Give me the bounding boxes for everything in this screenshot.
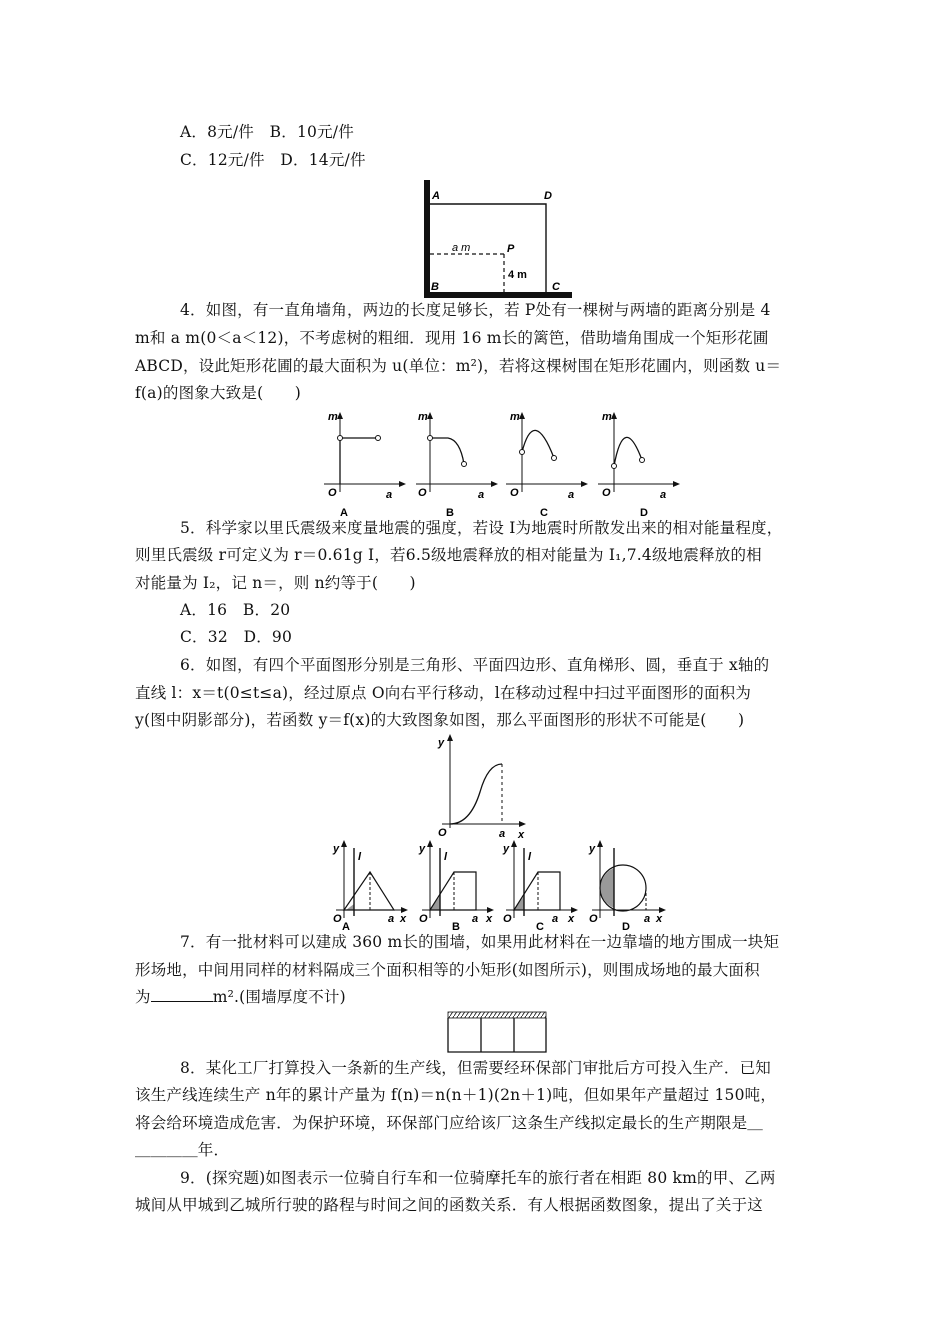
- svg-text:y: y: [503, 843, 510, 855]
- label-a-m: a m: [452, 242, 471, 254]
- label-D: D: [544, 190, 552, 202]
- svg-text:D: D: [640, 507, 648, 519]
- q8-line2: 该生产线连续生产 n年的累计产量为 f(n)＝n(n＋1)(2n＋1)吨，但如果年产量超过 150吨，: [135, 1086, 777, 1104]
- svg-text:l: l: [528, 851, 532, 863]
- fence-rect: [430, 204, 546, 292]
- q6-shape-triangle: [330, 838, 410, 938]
- svg-text:O: O: [418, 487, 427, 499]
- q7-line3-suffix: m².(围墙厚度不计): [212, 988, 346, 1006]
- q6-main-graph: [420, 732, 530, 842]
- label-A: A: [432, 190, 440, 202]
- svg-text:B: B: [452, 921, 460, 933]
- svg-text:a: a: [499, 828, 506, 840]
- svg-text:m: m: [510, 411, 520, 423]
- q3-options-row2: C．12元/件 D．14元/件: [180, 151, 366, 169]
- svg-text:a: a: [644, 913, 651, 925]
- svg-text:x: x: [656, 913, 663, 925]
- q6-line1: 6．如图，有四个平面图形分别是三角形、平面四边形、直角梯形、圆，垂直于 x轴的: [180, 656, 770, 674]
- svg-text:y: y: [438, 737, 445, 749]
- svg-text:O: O: [602, 487, 611, 499]
- q7-line2: 形场地，中间用同样的材料隔成三个面积相等的小矩形(如图所示)，则围成场地的最大面积: [135, 961, 760, 979]
- q9-line1: 9．(探究题)如图表示一位骑自行车和一位骑摩托车的旅行者在相距 80 km的甲、乙两: [180, 1169, 776, 1187]
- q7-line3: [135, 987, 346, 1007]
- svg-text:a: a: [472, 913, 479, 925]
- q9-line2: 城间从甲城到乙城所行驶的路程与时间之间的函数关系．有人根据函数图象，提出了关于这: [135, 1196, 764, 1214]
- q4-graph-a: [320, 408, 410, 518]
- svg-text:a: a: [552, 913, 559, 925]
- q7-line3-prefix: 为: [135, 988, 151, 1006]
- q8-line3: 将会给环境造成危害．为保护环境，环保部门应给该厂这条生产线拟定最长的生产期限是＿: [135, 1114, 764, 1132]
- svg-text:m: m: [602, 411, 612, 423]
- q7-line1: 7．有一批材料可以建成 360 m长的围墙，如果用此材料在一边靠墙的地方围成一块矩: [180, 933, 780, 951]
- q5-line2: 则里氏震级 r可定义为 r＝0.61g I，若6.5级地震释放的相对能量为 I₁,7.4级地震释放的相: [135, 546, 762, 564]
- label-B: B: [431, 281, 439, 293]
- q8-line1: 8．某化工厂打算投入一条新的生产线，但需要经环保部门审批后方可投入生产．已知: [180, 1059, 771, 1077]
- garden-figure: [418, 178, 578, 303]
- svg-text:O: O: [328, 487, 337, 499]
- svg-text:a: a: [568, 489, 575, 501]
- svg-text:l: l: [358, 851, 362, 863]
- label-C: C: [552, 281, 560, 293]
- svg-text:O: O: [333, 913, 342, 925]
- q6-line3: y(图中阴影部分)，若函数 y＝f(x)的大致图象如图，那么平面图形的形状不可能是( ): [135, 711, 745, 729]
- svg-text:y: y: [589, 843, 596, 855]
- q4-graph-c: [502, 408, 592, 518]
- svg-text:x: x: [486, 913, 493, 925]
- svg-text:A: A: [342, 921, 350, 933]
- fence-figure: [446, 1010, 548, 1056]
- svg-text:O: O: [419, 913, 428, 925]
- q4-line2: m和 a m(0＜a＜12)，不考虑树的粗细．现用 16 m长的篱笆，借助墙角围成一个矩形花圃: [135, 329, 769, 347]
- svg-text:a: a: [388, 913, 395, 925]
- q6-line2: 直线 l：x＝t(0≤t≤a)，经过原点 O向右平行移动，l在移动过程中扫过平面图形的面积为: [135, 684, 752, 702]
- wall-vertical: [424, 180, 430, 298]
- answer-blank[interactable]: [151, 987, 213, 1002]
- q4-graph-d: [594, 408, 684, 518]
- svg-text:O: O: [503, 913, 512, 925]
- q5-options-row1: A．16 B．20: [180, 601, 291, 619]
- q4-line4: f(a)的图象大致是( ): [135, 384, 301, 402]
- svg-text:l: l: [444, 851, 448, 863]
- q6-shape-trapezoid: [500, 838, 580, 938]
- q4-line3: ABCD，设此矩形花圃的最大面积为 u(单位：m²)，若将这棵树围在矩形花圃内，则函数 u＝: [135, 357, 782, 375]
- svg-text:a: a: [478, 489, 485, 501]
- svg-text:O: O: [589, 913, 598, 925]
- q4-line1: 4．如图，有一直角墙角，两边的长度足够长，若 P处有一棵树与两墙的距离分别是 4: [180, 301, 771, 319]
- q8-line4: ＿＿＿＿年．: [135, 1141, 230, 1159]
- label-P: P: [507, 243, 515, 255]
- svg-text:x: x: [568, 913, 575, 925]
- q5-line1: 5．科学家以里氏震级来度量地震的强度，若设 I为地震时所散发出来的相对能量程度，: [180, 519, 783, 537]
- svg-text:O: O: [510, 487, 519, 499]
- svg-text:C: C: [536, 921, 544, 933]
- svg-text:x: x: [400, 913, 407, 925]
- svg-text:x: x: [518, 829, 525, 841]
- q4-graph-b: [412, 408, 502, 518]
- q6-shape-circle: [588, 838, 668, 938]
- svg-text:a: a: [660, 489, 667, 501]
- q3-options-row1: A．8元/件 B．10元/件: [180, 123, 354, 141]
- svg-text:C: C: [540, 507, 548, 519]
- svg-text:D: D: [622, 921, 630, 933]
- svg-text:y: y: [333, 843, 340, 855]
- svg-text:a: a: [386, 489, 393, 501]
- svg-text:m: m: [328, 411, 338, 423]
- q5-options-row2: C．32 D．90: [180, 628, 293, 646]
- wall-hatch: [448, 1012, 546, 1018]
- svg-text:B: B: [446, 507, 454, 519]
- wall-horizontal: [424, 292, 572, 298]
- svg-text:m: m: [418, 411, 428, 423]
- svg-text:O: O: [438, 827, 447, 839]
- svg-text:A: A: [340, 507, 348, 519]
- q6-shape-quadrilateral: [416, 838, 496, 938]
- svg-text:y: y: [419, 843, 426, 855]
- q5-line3: 对能量为 I₂，记 n＝，则 n约等于( ): [135, 574, 416, 592]
- label-4-m: 4 m: [508, 269, 527, 281]
